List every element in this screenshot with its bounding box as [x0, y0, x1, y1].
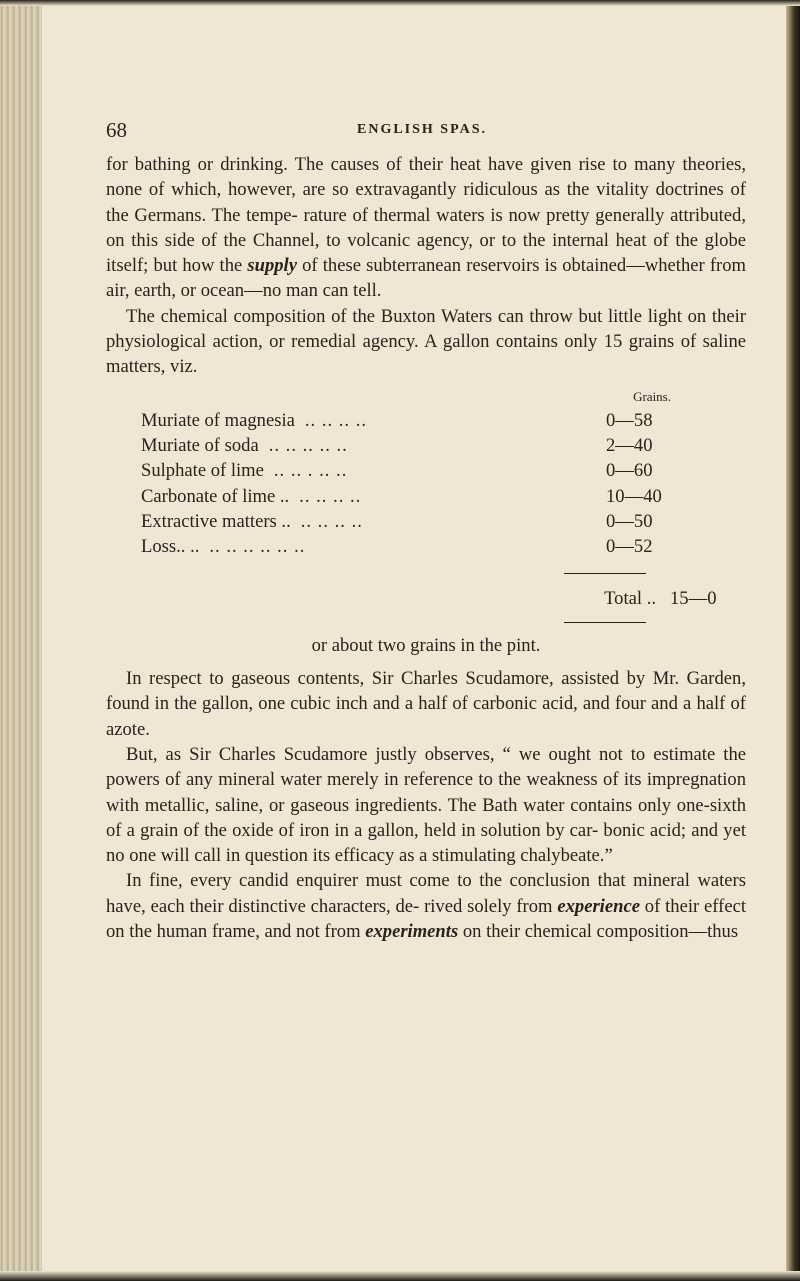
- row-leader-dots: .. .. .. ..: [300, 510, 363, 532]
- row-name: Loss.. ..: [141, 536, 200, 558]
- page-number: 68: [106, 118, 127, 142]
- total-row: [106, 586, 746, 611]
- total-value: 15—0: [670, 588, 717, 610]
- table-row: [141, 458, 676, 483]
- paragraph-text: In fine, every candid enquirer must come to the conclusion that mineral waters have, each their distinctive characters, de- rived solely from: [106, 870, 746, 917]
- paragraph-conclusion: [106, 868, 746, 944]
- composition-table: [141, 386, 676, 560]
- paragraph-text: of their effect on the human frame, and not from: [106, 895, 746, 943]
- book-spine-shadow-right: [786, 0, 800, 1281]
- book-top-edge: [0, 0, 800, 6]
- row-value: 0—52: [606, 536, 653, 558]
- table-note: or about two grains in the pint.: [311, 634, 541, 656]
- emphasis-experience: experience: [557, 895, 640, 917]
- row-name: Muriate of magnesia: [141, 409, 295, 431]
- sum-rule-bottom: [564, 622, 646, 623]
- book-page: [106, 118, 746, 944]
- table-row: [141, 534, 676, 559]
- paragraph-text: on their chemical composition—thus: [458, 921, 739, 943]
- row-name: Muriate of soda: [141, 434, 259, 456]
- row-name: Sulphate of lime: [141, 460, 264, 482]
- book-page-edges-left: [0, 0, 42, 1281]
- running-head: ENGLISH SPAS.: [357, 122, 487, 137]
- table-row: [141, 433, 676, 458]
- paragraph-text: for bathing or drinking. The causes of their heat have given rise to many theories, none of which, however, are so extravagantly ridiculous as the vitality doctrines of the Germans. The tempe- rature of thermal waters is now pretty generally attributed, on this side of the Channel, to volcanic agency, or to the internal heat of the globe itself; but how the: [106, 154, 746, 277]
- row-leader-dots: .. .. .. .. ..: [268, 434, 348, 456]
- row-value: 0—58: [606, 409, 653, 431]
- paragraph-scudamore-quote: But, as Sir Charles Scudamore justly observes, “ we ought not to estimate the powers of any mineral water merely in reference to the weakness of its impregnation with metallic, saline, or gaseous ingredients. The Bath water contains only one-sixth of a grain of the oxide of iron in a gallon, held in solution by car- bonic acid; and yet no one will call in question its efficacy as a stimulating chalybeate.”: [106, 743, 746, 867]
- emphasis-supply: supply: [247, 255, 297, 277]
- paragraph-gaseous-contents: In respect to gaseous contents, Sir Charles Scudamore, assisted by Mr. Garden, found in the gallon, one cubic inch and a half of carbonic acid, and four and a half of azote.: [106, 668, 746, 740]
- table-row: [141, 509, 676, 534]
- row-leader-dots: .. .. . .. ..: [273, 460, 348, 482]
- paragraph-chemical-composition: The chemical composition of the Buxton Waters can throw but little light on their physiological action, or remedial agency. A gallon contains only 15 grains of saline matters, viz.: [106, 305, 746, 378]
- paragraph-text: of these subterranean reservoirs is obtained—whether from air, earth, or ocean—no man can tell.: [106, 255, 746, 302]
- book-bottom-edge: [0, 1271, 800, 1281]
- total-label: Total ..: [604, 588, 656, 610]
- paragraph-thermal-heat: [106, 152, 746, 304]
- row-value: 2—40: [606, 434, 653, 456]
- row-name: Carbonate of lime ..: [141, 485, 290, 507]
- row-leader-dots: .. .. .. ..: [299, 485, 362, 507]
- row-value: 0—50: [606, 510, 653, 532]
- table-row: [141, 484, 676, 509]
- row-name: Extractive matters ..: [141, 510, 291, 532]
- page-header: [106, 118, 746, 152]
- sum-rule-top: [564, 573, 646, 574]
- row-value: 10—40: [606, 485, 662, 507]
- table-row: [141, 408, 676, 433]
- row-leader-dots: .. .. .. ..: [304, 409, 368, 431]
- row-value: 0—60: [606, 460, 653, 482]
- emphasis-experiments: experiments: [365, 921, 459, 943]
- table-unit-header: Grains.: [633, 388, 671, 404]
- row-leader-dots: .. .. .. .. .. ..: [209, 536, 306, 558]
